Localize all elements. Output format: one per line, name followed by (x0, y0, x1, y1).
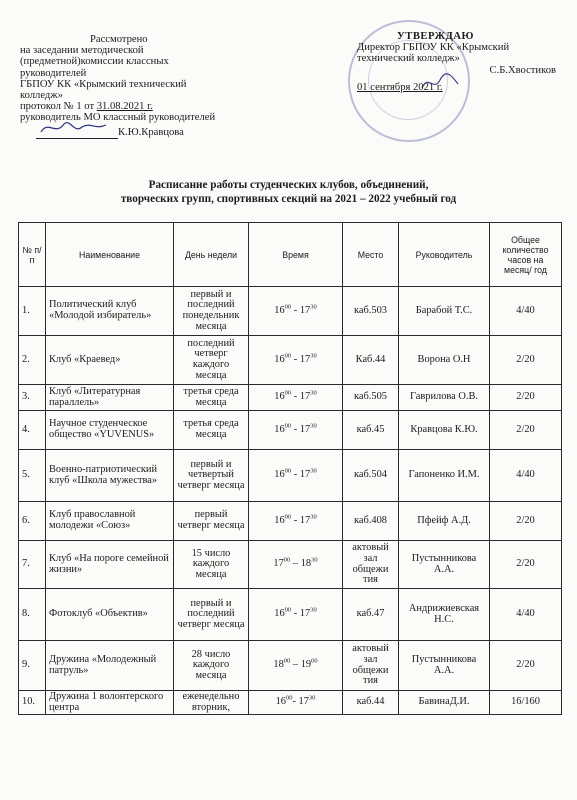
cell-place: каб.45 (343, 411, 399, 450)
cell-day: первый и последний понедельник месяца (174, 287, 249, 336)
cell-name: Фотоклуб «Объектив» (46, 589, 174, 641)
review-line: ГБПОУ КК «Крымский технический (20, 78, 187, 90)
cell-hours: 16/160 (490, 691, 562, 715)
signature-line (20, 124, 280, 139)
cell-name: Клуб «Краевед» (46, 336, 174, 385)
cell-name: Клуб «На пороге семейной жизни» (46, 541, 174, 589)
header-place: Место (343, 223, 399, 287)
cell-time: $16^{00} - 17^{30}$ (249, 411, 343, 450)
cell-leader: Ворона О.Н (399, 336, 490, 385)
cell-place: каб.503 (343, 287, 399, 336)
approval-line: технический колледж» (357, 53, 460, 65)
review-title: Рассмотрено (90, 34, 148, 45)
cell-hours: 2/20 (490, 641, 562, 691)
cell-name: Политический клуб «Молодой избиратель» (46, 287, 174, 336)
schedule-table (18, 222, 562, 715)
cell-num: 3. (19, 385, 46, 411)
approval-line: Директор ГБПОУ КК «Крымский (357, 42, 510, 54)
protocol-line (20, 101, 280, 112)
cell-hours: 4/40 (490, 589, 562, 641)
cell-time: $16^{00} - 17^{30}$ (249, 287, 343, 336)
cell-day: первый и последний четверг месяца (174, 589, 249, 641)
cell-hours: 4/40 (490, 287, 562, 336)
cell-day: третья среда месяца (174, 385, 249, 411)
header-time: Время (249, 223, 343, 287)
approval-date: 01 сентября 2021 г. (357, 81, 443, 93)
cell-time: $18^{00} - 19^{00}$ (249, 641, 343, 691)
table-row (19, 541, 562, 589)
cell-time: $16^{00} - 17^{30}$ (249, 385, 343, 411)
cell-place: каб.408 (343, 502, 399, 541)
table-header-row (19, 223, 562, 287)
cell-leader: Пустынникова А.А. (399, 541, 490, 589)
cell-hours: 4/40 (490, 450, 562, 502)
cell-num: 2. (19, 336, 46, 385)
cell-num: 5. (19, 450, 46, 502)
table-row (19, 691, 562, 715)
cell-place: каб.504 (343, 450, 399, 502)
signer-name: К.Ю.Кравцова (118, 127, 184, 139)
cell-time: $16^{00} - 17^{30}$ (249, 336, 343, 385)
cell-time: $17^{00} - 18^{30}$ (249, 541, 343, 589)
review-block (20, 34, 280, 139)
cell-name: Клуб «Литературная параллель» (46, 385, 174, 411)
header-name: Наименование (46, 223, 174, 287)
cell-day: третья среда месяца (174, 411, 249, 450)
cell-time: $16^{00} - 17^{30}$ (249, 589, 343, 641)
table-row (19, 385, 562, 411)
cell-place: каб.44 (343, 691, 399, 715)
cell-leader: Андрижиевская Н.С. (399, 589, 490, 641)
cell-name: Военно-патриотический клуб «Школа мужества» (46, 450, 174, 502)
table-row (19, 502, 562, 541)
document-title (0, 178, 577, 206)
cell-time: $16^{00} - 17^{30}$ (249, 450, 343, 502)
cell-num: 6. (19, 502, 46, 541)
review-line: колледж» (20, 90, 63, 102)
title-line-2: творческих групп, спортивных секций на 2021 – 2022 учебный год (120, 193, 457, 205)
cell-name: Дружина 1 волонтерского центра (46, 691, 174, 715)
protocol-prefix: протокол № 1 от (20, 101, 97, 113)
cell-place: актовый зал общежи тия (343, 541, 399, 589)
review-line: на заседании методической (20, 45, 144, 57)
header-hours: Общее количество часов на месяц/ год (490, 223, 562, 287)
cell-num: 1. (19, 287, 46, 336)
approval-title: УТВЕРЖДАЮ (397, 31, 474, 42)
cell-hours: 2/20 (490, 336, 562, 385)
handwritten-signature (38, 118, 108, 136)
cell-place: каб.505 (343, 385, 399, 411)
cell-num: 9. (19, 641, 46, 691)
cell-num: 8. (19, 589, 46, 641)
cell-leader: Пустынникова А.А. (399, 641, 490, 691)
title-line-1: Расписание работы студенческих клубов, объединений, (148, 179, 429, 191)
cell-time: $16^{00} - 17^{30}$ (249, 502, 343, 541)
cell-name: Клуб православной молодежи «Союз» (46, 502, 174, 541)
cell-day: 15 число каждого месяца (174, 541, 249, 589)
review-line: (предметной)комиссии классных (20, 56, 169, 68)
cell-day: первый и четвертый четверг месяца (174, 450, 249, 502)
cell-place: каб.47 (343, 589, 399, 641)
review-line: руководителей (20, 67, 87, 79)
cell-leader: Пфейф А.Д. (399, 502, 490, 541)
cell-day: первый четверг месяца (174, 502, 249, 541)
cell-day: последний четверг каждого месяца (174, 336, 249, 385)
cell-hours: 2/20 (490, 541, 562, 589)
cell-num: 4. (19, 411, 46, 450)
table-row (19, 589, 562, 641)
cell-day: еженедельно вторник, (174, 691, 249, 715)
review-line: руководитель МО классный руководителей (20, 112, 216, 124)
cell-place: Каб.44 (343, 336, 399, 385)
header-num: № п/п (19, 223, 46, 287)
table-row (19, 336, 562, 385)
header-day: День недели (174, 223, 249, 287)
cell-day: 28 число каждого месяца (174, 641, 249, 691)
approval-block (357, 31, 562, 93)
cell-leader: Барабой Т.С. (399, 287, 490, 336)
cell-leader: БавинаД.И. (399, 691, 490, 715)
table-row (19, 287, 562, 336)
table-row (19, 411, 562, 450)
table-row (19, 641, 562, 691)
cell-place: актовый зал общежи тия (343, 641, 399, 691)
cell-hours: 2/20 (490, 385, 562, 411)
signature-field (36, 124, 118, 139)
cell-leader: Гаврилова О.В. (399, 385, 490, 411)
cell-num: 10. (19, 691, 46, 715)
director-name: С.Б.Хвостиков (489, 64, 556, 76)
table-row (19, 450, 562, 502)
cell-name: Дружина «Молодежный патруль» (46, 641, 174, 691)
protocol-date: 31.08.2021 г. (96, 101, 153, 113)
cell-name: Научное студенческое общество «YUVENUS» (46, 411, 174, 450)
cell-leader: Кравцова К.Ю. (399, 411, 490, 450)
cell-leader: Гапоненко И.М. (399, 450, 490, 502)
cell-num: 7. (19, 541, 46, 589)
header-leader: Руководитель (399, 223, 490, 287)
cell-hours: 2/20 (490, 411, 562, 450)
cell-hours: 2/20 (490, 502, 562, 541)
cell-time: $16^{00}-$ $17^{30}$ (249, 691, 343, 715)
